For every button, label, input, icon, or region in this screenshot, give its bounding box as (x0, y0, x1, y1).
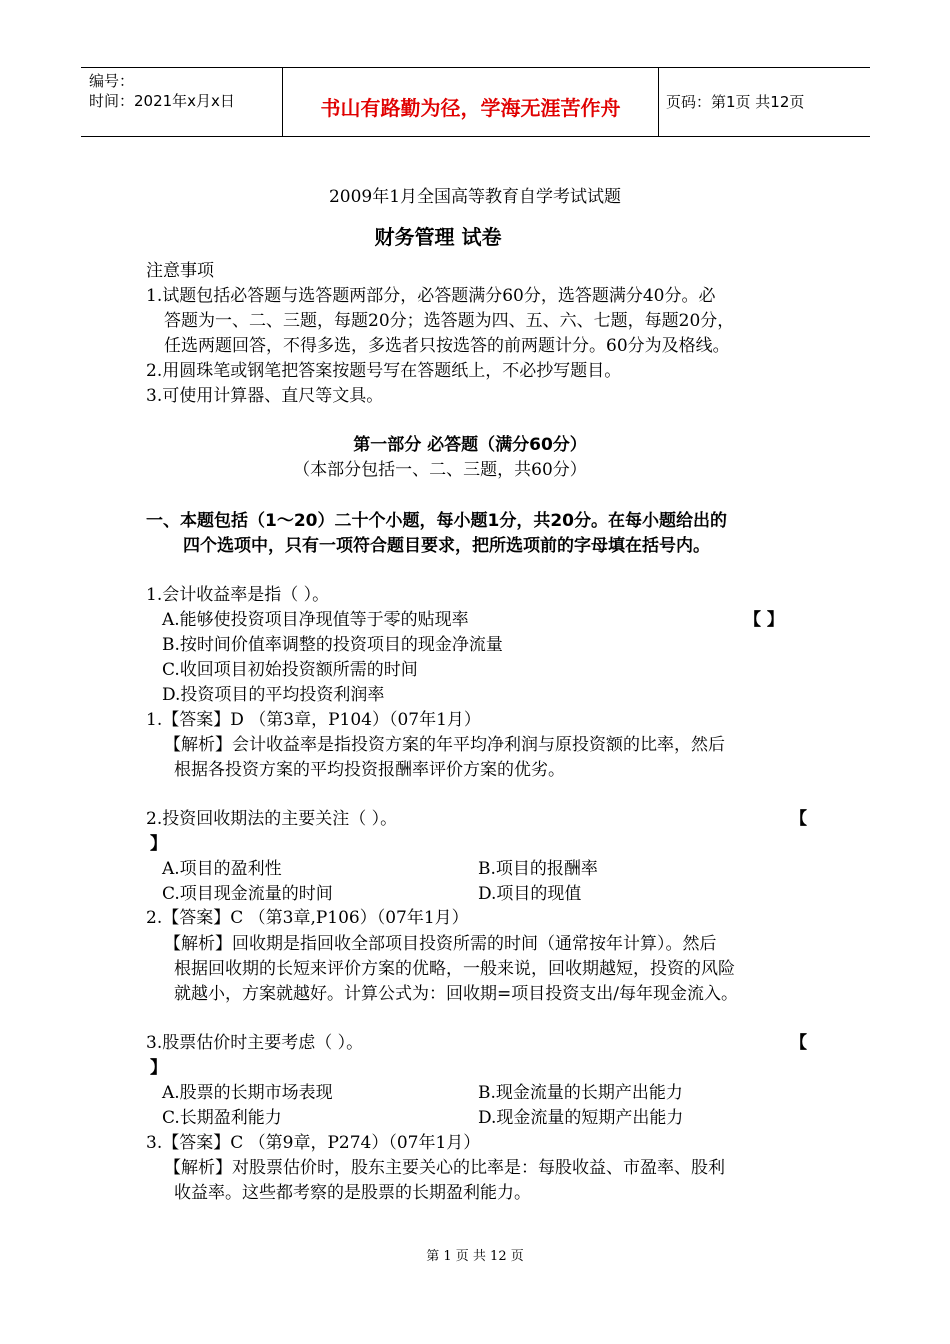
explanation-line: 【解析】对股票估价时，股东主要关心的比率是：每股收益、市盈率、股利 (164, 1158, 725, 1178)
explanation-line: 收益率。这些都考察的是股票的长期盈利能力。 (174, 1183, 531, 1203)
answer-line: 1.【答案】D （第3章，P104）（07年1月） (146, 710, 481, 730)
option-c: C.项目现金流量的时间 (162, 884, 333, 904)
option-d: D.现金流量的短期产出能力 (478, 1108, 684, 1128)
code-label: 编号： (89, 72, 135, 90)
section-instruction: 四个选项中，只有一项符合题目要求，把所选项前的字母填在括号内。 (183, 536, 710, 556)
option-b: B.现金流量的长期产出能力 (478, 1083, 683, 1103)
option-d: D.项目的现值 (478, 884, 582, 904)
option-a: A.能够使投资项目净现值等于零的贴现率 (162, 610, 469, 630)
answer-bracket-open: 【 (790, 1033, 807, 1053)
time-label: 时间：2021年x月x日 (89, 92, 235, 110)
option-c: C.收回项目初始投资额所需的时间 (162, 660, 418, 680)
part-subheading: （本部分包括一、二、三题，共60分） (293, 460, 587, 480)
header-page-cell (658, 68, 870, 136)
explanation-line: 根据各投资方案的平均投资报酬率评价方案的优劣。 (174, 760, 565, 780)
answer-line: 2.【答案】C （第3章,P106）（07年1月） (146, 908, 469, 928)
notice-line: 1.试题包括必答题与选答题两部分，必答题满分60分，选答题满分40分。必 (146, 286, 716, 306)
question-stem: 2.投资回收期法的主要关注（ ）。 (146, 809, 398, 829)
section-instruction: 一、本题包括（1～20）二十个小题，每小题1分，共20分。在每小题给出的 (146, 511, 727, 531)
notice-line: 任选两题回答，不得多选，多选者只按选答的前两题计分。60分为及格线。 (164, 336, 730, 356)
exam-title: 2009年1月全国高等教育自学考试试题 (328, 187, 622, 207)
answer-bracket: 【 】 (744, 610, 784, 630)
header-motto-cell (282, 68, 659, 136)
explanation-line: 根据回收期的长短来评价方案的优略，一般来说，回收期越短，投资的风险 (174, 959, 735, 979)
page-footer: 第 1 页 共 12 页 (426, 1249, 524, 1264)
answer-bracket-open: 【 (790, 809, 807, 829)
notice-line: 3.可使用计算器、直尺等文具。 (146, 386, 384, 406)
option-b: B.按时间价值率调整的投资项目的现金净流量 (162, 635, 503, 655)
notice-line: 答题为一、二、三题，每题20分；选答题为四、五、六、七题，每题20分， (164, 311, 735, 331)
paper-title: 财务管理 试卷 (374, 225, 502, 249)
motto-text: 书山有路勤为径，学海无涯苦作舟 (320, 96, 621, 120)
option-d: D.投资项目的平均投资利润率 (162, 685, 385, 705)
explanation-line: 【解析】会计收益率是指投资方案的年平均净利润与原投资额的比率，然后 (164, 735, 725, 755)
answer-bracket-close: 】 (150, 1058, 167, 1078)
explanation-line: 就越小，方案就越好。计算公式为：回收期=项目投资支出/每年现金流入。 (174, 984, 738, 1004)
part-heading: 第一部分 必答题（满分60分） (353, 435, 587, 455)
option-c: C.长期盈利能力 (162, 1108, 282, 1128)
answer-bracket-close: 】 (150, 834, 167, 854)
page-info: 页码：第1页 共12页 (666, 93, 805, 111)
explanation-line: 【解析】回收期是指回收全部项目投资所需的时间（通常按年计算）。然后 (164, 934, 717, 954)
option-a: A.项目的盈利性 (162, 859, 282, 879)
option-b: B.项目的报酬率 (478, 859, 598, 879)
question-stem: 1.会计收益率是指（ ）。 (146, 585, 330, 605)
notice-heading: 注意事项 (146, 261, 214, 281)
notice-line: 2.用圆珠笔或钢笔把答案按题号写在答题纸上，不必抄写题目。 (146, 361, 622, 381)
answer-line: 3.【答案】C （第9章，P274）（07年1月） (146, 1133, 481, 1153)
option-a: A.股票的长期市场表现 (162, 1083, 333, 1103)
document-header (81, 67, 870, 137)
header-meta (81, 68, 281, 136)
question-stem: 3.股票估价时主要考虑（ ）。 (146, 1033, 364, 1053)
